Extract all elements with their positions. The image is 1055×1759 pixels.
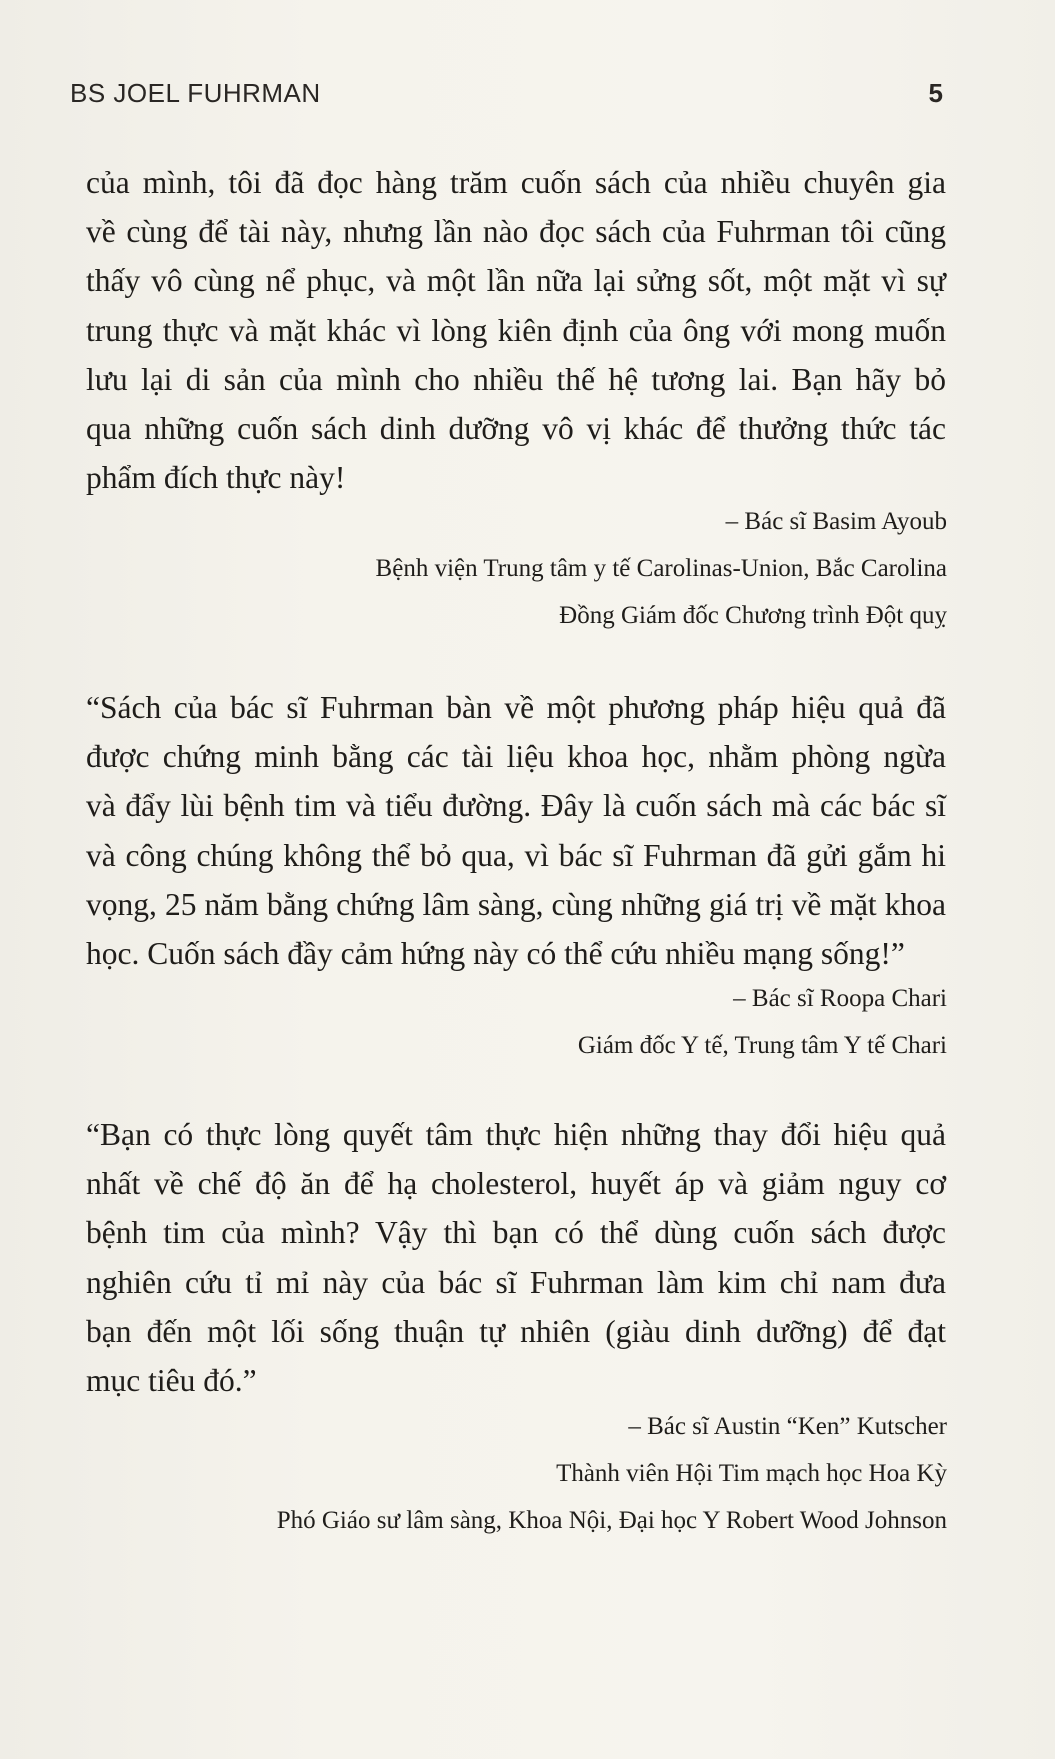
paragraph-line: nghiên cứu tỉ mỉ này của bác sĩ Fuhrman làm kim chỉ nam đưa xyxy=(86,1264,946,1300)
paragraph-line: thấy vô cùng nể phục, và một lần nữa lại sửng sốt, một mặt vì sự xyxy=(86,263,946,299)
paragraph-line: “Bạn có thực lòng quyết tâm thực hiện những thay đổi hiệu quả xyxy=(86,1117,946,1152)
attribution-name: – Bác sĩ Roopa Chari xyxy=(733,985,947,1012)
attribution-affiliation: Đồng Giám đốc Chương trình Đột quỵ xyxy=(559,602,947,629)
paragraph-line: và đẩy lùi bệnh tim và tiểu đường. Đây là cuốn sách mà các bác sĩ xyxy=(86,788,946,824)
attribution-2 xyxy=(67,975,947,1069)
attribution-affiliation: Thành viên Hội Tim mạch học Hoa Kỳ xyxy=(556,1460,947,1487)
paragraph-line: bạn đến một lối sống thuận tự nhiên (giàu dinh dưỡng) để đạt xyxy=(86,1313,946,1349)
attribution-affiliation: Bệnh viện Trung tâm y tế Carolinas-Union, Bắc Carolina xyxy=(375,555,947,582)
paragraph-line: trung thực và mặt khác vì lòng kiên định của ông với mong muốn xyxy=(86,312,946,348)
attribution-affiliation: Giám đốc Y tế, Trung tâm Y tế Chari xyxy=(577,1032,947,1059)
attribution-1 xyxy=(67,498,947,639)
running-title: BS JOEL FUHRMAN xyxy=(70,78,321,108)
paragraph-line: qua những cuốn sách dinh dưỡng vô vị khác để thưởng thức tác xyxy=(86,411,946,447)
paragraph-line: được chứng minh bằng các tài liệu khoa học, nhằm phòng ngừa xyxy=(86,739,946,775)
paragraph-line: của mình, tôi đã đọc hàng trăm cuốn sách của nhiều chuyên gia xyxy=(86,165,946,200)
paragraph-line: vọng, 25 năm bằng chứng lâm sàng, cùng những giá trị về mặt khoa xyxy=(86,886,946,922)
paragraph-2 xyxy=(86,683,946,978)
paragraph-line: “Sách của bác sĩ Fuhrman bàn về một phương pháp hiệu quả đã xyxy=(86,690,946,725)
paragraph-1 xyxy=(86,158,946,502)
paragraph-line: bệnh tim của mình? Vậy thì bạn có thể dùng cuốn sách được xyxy=(86,1215,946,1251)
page-number: 5 xyxy=(928,78,943,108)
paragraph-line: học. Cuốn sách đầy cảm hứng này có thể cứu nhiều mạng sống!” xyxy=(86,936,905,972)
paragraph-line: lưu lại di sản của mình cho nhiều thế hệ tương lai. Bạn hãy bỏ xyxy=(86,361,946,397)
paragraph-3 xyxy=(86,1110,946,1405)
attribution-3 xyxy=(67,1403,947,1544)
paragraph-line: mục tiêu đó.” xyxy=(86,1363,257,1399)
paragraph-line: và công chúng không thể bỏ qua, vì bác sĩ Fuhrman đã gửi gắm hi xyxy=(86,837,946,873)
paragraph-line: phẩm đích thực này! xyxy=(86,460,346,496)
paragraph-line: về cùng để tài này, nhưng lần nào đọc sách của Fuhrman tôi cũng xyxy=(86,214,946,250)
attribution-name: – Bác sĩ Basim Ayoub xyxy=(725,508,947,535)
paragraph-line: nhất về chế độ ăn để hạ cholesterol, huyết áp và giảm nguy cơ xyxy=(86,1166,946,1202)
attribution-name: – Bác sĩ Austin “Ken” Kutscher xyxy=(628,1413,947,1440)
attribution-affiliation: Phó Giáo sư lâm sàng, Khoa Nội, Đại học Y Robert Wood Johnson xyxy=(276,1507,947,1534)
